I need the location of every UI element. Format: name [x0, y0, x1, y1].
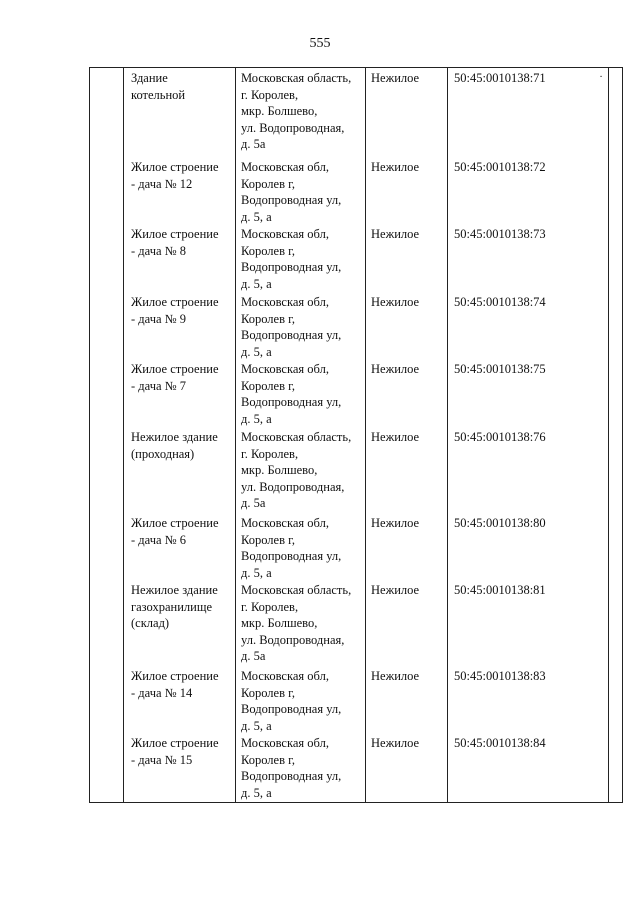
object-type: Нежилое [371, 362, 420, 376]
object-name: Жилое строение - дача № 9 [131, 295, 219, 326]
object-address: Московская обл, Королев г, Водопроводная ул, д. 5, а [241, 669, 342, 733]
object-type: Нежилое [371, 583, 420, 597]
object-name: Жилое строение - дача № 14 [131, 669, 219, 700]
cadastral-number: 50:45:0010138:73 [454, 227, 546, 241]
object-type: Нежилое [371, 160, 420, 174]
cadastral-number: 50:45:0010138:84 [454, 736, 546, 750]
cadastral-number: 50:45:0010138:76 [454, 430, 546, 444]
column-divider [447, 68, 448, 802]
object-type: Нежилое [371, 71, 420, 85]
cadastral-number: 50:45:0010138:72 [454, 160, 546, 174]
cadastral-number: 50:45:0010138:74 [454, 295, 546, 309]
object-name: Жилое строение - дача № 8 [131, 227, 219, 258]
object-type: Нежилое [371, 516, 420, 530]
column-divider [365, 68, 366, 802]
object-address: Московская область, г. Королев, мкр. Болшево, ул. Водопроводная, д. 5а [241, 583, 352, 663]
object-type: Нежилое [371, 736, 420, 750]
cadastral-number: 50:45:0010138:75 [454, 362, 546, 376]
column-divider [235, 68, 236, 802]
column-divider [123, 68, 124, 802]
object-type: Нежилое [371, 295, 420, 309]
object-name: Жилое строение - дача № 7 [131, 362, 219, 393]
object-address: Московская обл, Королев г, Водопроводная ул, д. 5, а [241, 516, 342, 580]
object-name: Нежилое здание (проходная) [131, 430, 218, 461]
object-type: Нежилое [371, 430, 420, 444]
object-name: Нежилое здание газохранилище (склад) [131, 583, 218, 630]
cadastral-number: 50:45:0010138:80 [454, 516, 546, 530]
object-type: Нежилое [371, 669, 420, 683]
table-border-right [622, 68, 623, 802]
object-name: Жилое строение - дача № 15 [131, 736, 219, 767]
cadastral-number: 50:45:0010138:83 [454, 669, 546, 683]
object-address: Московская область, г. Королев, мкр. Болшево, ул. Водопроводная, д. 5а [241, 430, 352, 510]
object-name: Жилое строение - дача № 6 [131, 516, 219, 547]
page-number: 555 [309, 36, 331, 51]
cadastral-number: 50:45:0010138:81 [454, 583, 546, 597]
object-name: Жилое строение - дача № 12 [131, 160, 219, 191]
object-name: Здание котельной [131, 71, 186, 102]
margin-mark: · [599, 72, 603, 83]
property-table [89, 67, 623, 803]
object-address: Московская обл, Королев г, Водопроводная ул, д. 5, а [241, 736, 342, 800]
object-address: Московская обл, Королев г, Водопроводная ул, д. 5, а [241, 295, 342, 359]
object-address: Московская область, г. Королев, мкр. Болшево, ул. Водопроводная, д. 5а [241, 71, 352, 151]
object-type: Нежилое [371, 227, 420, 241]
cadastral-number: 50:45:0010138:71 [454, 71, 546, 85]
object-address: Московская обл, Королев г, Водопроводная ул, д. 5, а [241, 160, 342, 224]
table-border-left [89, 68, 90, 802]
object-address: Московская обл, Королев г, Водопроводная ул, д. 5, а [241, 362, 342, 426]
column-divider [608, 68, 609, 802]
object-address: Московская обл, Королев г, Водопроводная ул, д. 5, а [241, 227, 342, 291]
